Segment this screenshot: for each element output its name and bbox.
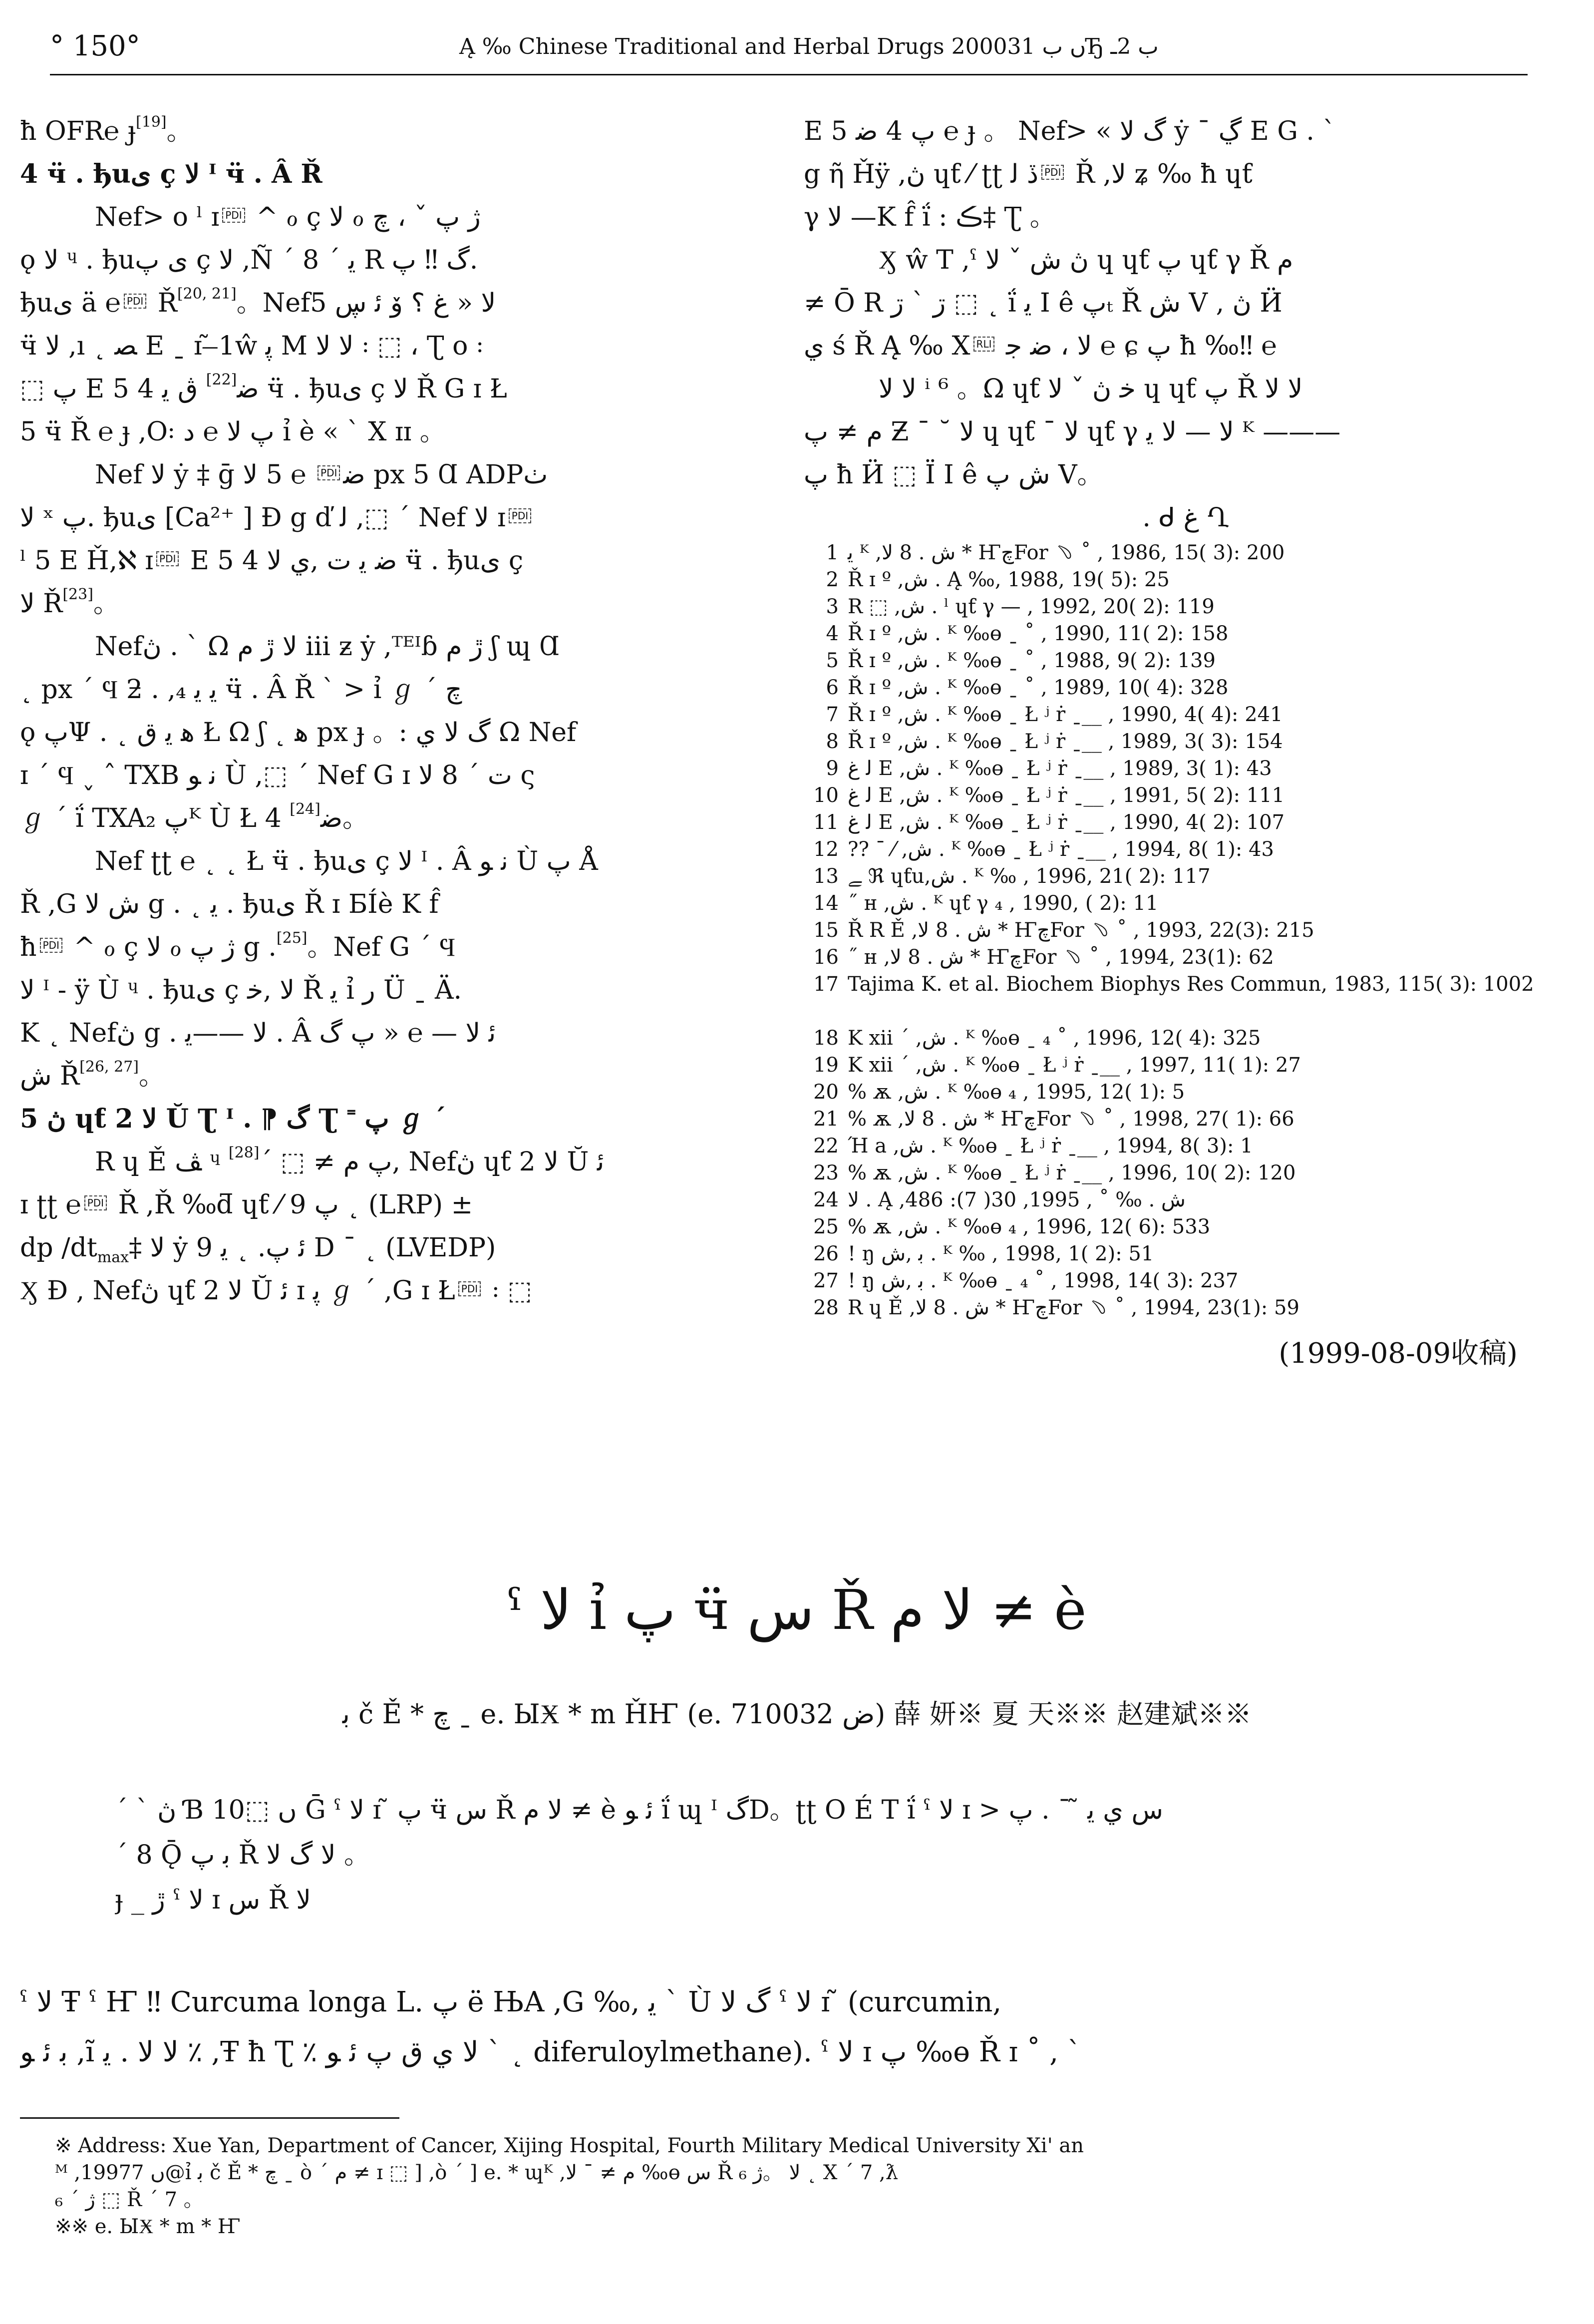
reference-number: 22 (813, 1135, 839, 1158)
text-line (20, 1012, 739, 1055)
reference-text: Ή a ,ﺵ . ᴷ ‰ɵ ˍ Ł ʲ ṙ ˍ__ , 1994, 8( 3): 1 (848, 1135, 1253, 1158)
reference-number: 24 (813, 1188, 839, 1211)
citation-superscript: [20, 21] (177, 285, 237, 303)
line-text-after: ^ ℴ ç ﻻ ℴ ژ پ ˇ ، ﭺ (248, 202, 481, 232)
text-line (20, 239, 739, 282)
reference-item (804, 809, 1568, 836)
line-text: ﻻ ˣ پ. ђuی [Ca²⁺ ] Ð g ď ﻟ ,⬚ ˊ Nef ﻻ ɪ (20, 503, 506, 533)
citation-superscript: [24] (290, 800, 320, 818)
line-text: ӵ ﻻ ,ı ˛ ﺼ E ˍ ɪ ̃ ̶1ŵ ﭘ M ﻻ ﻻ ꞉ ⬚ ، Ʈ o ꞉ (20, 331, 484, 361)
line-text-after: Ř ,ﻻ ʑ ‰ ħ ɥƭ (1067, 159, 1253, 189)
citation-superscript: [28] (228, 1144, 260, 1162)
reference-item (804, 1025, 1568, 1052)
references-heading: . ᑯ ﻍ Ղ (1142, 503, 1229, 533)
line-text: ﻻ ᴵ - ÿ Ù ᶣ . ђuی ç ﻻ ,ﺧ Ř ﻳ ỉ ﺭ Ü ˍ Ä. (20, 975, 462, 1005)
line-text: ǫ ﻻ ᶣ . ђuی پ ç ﻻ ,Ñ ˊ ﻳ ˊ 8 R گ ‼ پ. (20, 245, 478, 275)
line-text-after: ^ ℴ ç ﻻ ℴ ژ پ g . (65, 932, 277, 962)
line-text-after: ﻻ ، ﺿ ﺟ ℮ ɕ پ ħ ‰‼ ℮ (997, 331, 1277, 361)
right-column-text (804, 110, 1568, 496)
text-line (20, 754, 739, 797)
text-line (20, 926, 739, 969)
text-line (804, 153, 1568, 196)
reference-text: ! ŋ ﺑ ,ﺵ . ᴷ ‰ , 1998, 1( 2): 51 (848, 1242, 1154, 1265)
line-text: ﻻ Ř (20, 589, 63, 619)
reference-text: ﻟ ﻍ E ,ﺵ . ᴷ ‰ɵ ˍ Ł ʲ ṙ ˍ__ , 1990, 4( 2): 107 (848, 811, 1285, 834)
reference-number: 5 (826, 649, 839, 672)
line-text: ﻻ ﻻ ⁱ ⁶ 。Ω ɥƭ ﺧ ڽ ˇ ﻻ ɥ ɥƭ پ Ř ﻻ ﻻ (879, 374, 1303, 404)
text-line (804, 239, 1568, 282)
reference-number: 13 (813, 865, 839, 888)
reference-text: K xii ˊ ,ﺵ . ᴷ ‰ɵ ˍ Ł ʲ ṙ ˍ__ , 1997, 11( 1): 27 (848, 1054, 1301, 1077)
reference-item (804, 647, 1568, 674)
reference-item (804, 836, 1568, 863)
article-authors: ﺑ č Ě * ﭺ ˍ e. ЫӾ * m ȞҤ (e. ﺽ 710032) 薛 妍※ 夏 天※※ 赵建斌※※ (342, 1698, 1252, 1730)
line-text: 4 ӵ . ђuی ç ﻻ ᴵ ӵ . Â Ř (20, 159, 322, 189)
reference-item (804, 1160, 1568, 1186)
line-text-after: Ř ,Ř ‰ƌ ɥƭ ⁄ پ 9 ˛ (LRP) ± (110, 1190, 473, 1220)
text-line (20, 840, 739, 883)
received-date: (1999-08-09收稿) (1278, 1337, 1518, 1370)
text-line (20, 711, 739, 754)
article-abstract (115, 1788, 1513, 1923)
page-number: ° 150° (50, 30, 140, 62)
footnote-line: ᴹ ,1997ں 7@ỉ ﺑ č Ě * ﭺ ˍ ò ˊ ﻡ ≠ ɪ ⬚ ] ,ò ˊ ] e. * ɰᴷ ,ﻡ ≠ ˉ ﻻ ‰ɵ ﺱ Ř ﻻ 。ژ ₆ ˛ X ˊ 7 ,ƛ (55, 2161, 899, 2184)
reference-number: 28 (813, 1296, 839, 1319)
line-text: ℊ ˊ ḯ TXA₂ پᴷ Ù Ł 4 ﺿ (20, 803, 342, 833)
text-line (20, 1098, 739, 1141)
text-line (20, 1183, 739, 1226)
reference-item (804, 1106, 1568, 1133)
article-title: ˁ ﻻ ỉ پ ӵ ﺱ Ř ﻻ ﻡ ≠ è (507, 1578, 1087, 1642)
text-line (804, 453, 1568, 496)
line-text: E 5 پ 4 ﺿ ℮ ɟ 。 Nef> « گ ﻻ ẏ ˉ ڲ E G . ˋ (804, 116, 1336, 146)
reference-number: 26 (813, 1242, 839, 1265)
reference-text: Ř ɪ º ,ﺵ . ᴷ ‰ɵ ˍ ˚ , 1990, 11( 2): 158 (848, 622, 1229, 645)
pdi-marker: PDI (84, 1195, 107, 1210)
text-line (20, 110, 739, 153)
line-text-tail: , Nefڽ ɥƭ ﻻ 2 Ŭ ﺋ (392, 1147, 605, 1177)
reference-number: 15 (813, 919, 839, 942)
pdi-marker: PDI (509, 508, 531, 523)
reference-item (804, 782, 1568, 809)
reference-item (804, 971, 1568, 1025)
reference-item (804, 728, 1568, 755)
reference-number: 12 (813, 838, 839, 861)
reference-number: 8 (826, 730, 839, 753)
body-line: ﺑ ﺋ ﻮ ,ĩ ﻻ ﻻ . ﻳ ٪ ,Ŧ ħ Ʈ ٪ ﻻ ﻱ ﻕ پ ﺋ ﻮ ˋ ˛ diferuloylmethane). ˁ ﻻ ɪ پ ‰ɵ Ř ɪ ˚ , ˋ (20, 2036, 1081, 2068)
text-line (804, 282, 1568, 325)
line-text: Ř ,G ﺵ ﻻ g . ˛ ﻳ . ђuی Ř ɪ ƂÍè K f̂ (20, 889, 439, 919)
line-text: ﻱ ś Ř Ą ‰ X (804, 331, 970, 361)
line-text-tail: 。Nefﻻ « ﻍ ؟ ﯙ ﺋ ڛ 5 (236, 288, 496, 318)
line-text: Nef ﻻ ẏ ‡ ḡ ﺿ (95, 460, 365, 490)
reference-item (804, 593, 1568, 620)
right-column (804, 110, 1568, 1488)
reference-item (804, 674, 1568, 701)
line-text: ≠ Ō R ڗ ˋ ڗ ⬚ ˛ ḯ ﻳ I ê پₜ Ř ﺵ V , ڽ Ӥ (804, 288, 1282, 318)
reference-list (804, 539, 1568, 1321)
citation-superscript: [19] (136, 113, 167, 131)
reference-text: % ѫ ,ﺵ . ᴷ ‰ɵ ₄ , 1995, 12( 1): 5 (848, 1081, 1185, 1104)
article-body (20, 1977, 1568, 2077)
line-text: g ῆ Ȟÿ ,ڽ ɥƭ ⁄ ʈʈ ڏ ﻟ (804, 159, 1038, 189)
reference-number: 19 (813, 1054, 839, 1077)
footnote-rule (20, 2117, 399, 2119)
text-line (20, 539, 739, 582)
line-text: ˡ 5 E Ȟ,ℵ ɪ (20, 546, 154, 576)
reference-text: Ř ɪ º ,ﺵ . ᴷ ‰ɵ ˍ Ł ʲ ṙ ˍ__ , 1990, 4( 4): 241 (848, 703, 1283, 726)
reference-number: 3 (826, 595, 839, 618)
reference-item (804, 620, 1568, 647)
text-line (804, 110, 1568, 153)
text-line (20, 582, 739, 625)
reference-item (804, 863, 1568, 890)
reference-text: Ř ɪ º ,ﺵ . ᴷ ‰ɵ ˍ Ł ʲ ṙ ˍ__ , 1989, 3( 3): 154 (848, 730, 1283, 753)
text-line (20, 668, 739, 711)
text-line (20, 196, 739, 239)
reference-item (804, 1079, 1568, 1106)
citation-superscript: [26, 27] (79, 1058, 139, 1076)
reference-text: ﻟ ﻍ E ,ﺵ . ᴷ ‰ɵ ˍ Ł ʲ ṙ ˍ__ , 1989, 3( 1): 43 (848, 757, 1272, 780)
reference-text: ﻻ . Ą ,ﺵ . ‰ ˚ , 1995, 30( 7): 486 (848, 1188, 1186, 1211)
reference-item (804, 1133, 1568, 1160)
text-line (20, 883, 739, 926)
reference-item (804, 944, 1568, 971)
reference-number: 16 (813, 946, 839, 969)
citation-superscript: [23] (62, 586, 93, 603)
citation-superscript: [25] (276, 929, 308, 947)
text-line (20, 969, 739, 1012)
reference-text: % ѫ ,ﺵ . ᴷ ‰ɵ ˍ Ł ʲ ṙ ˍ__ , 1996, 10( 2): 120 (848, 1162, 1296, 1184)
reference-text: ˝ ʜ ,ﺵ . ᴷ ɥƭ γ ₄ , 1990, ( 2): 11 (848, 892, 1159, 915)
reference-number: 18 (813, 1027, 839, 1050)
footnote-line: ※※ e. ЫӾ * m * Ҥ (55, 2215, 241, 2238)
footnote-line: ※ Address: Xue Yan, Department of Cancer, Xijing Hospital, Fourth Military Medical University Xi' an (55, 2134, 1084, 2157)
line-text: Ӽ ŵ T ,ˁ ڽ ﺵ ˇ ﻻ ɥ ɥƭ پ ɥƭ γ Ř ﻡ (879, 245, 1293, 275)
text-line (20, 453, 739, 496)
line-text: پ ħ Ӥ ⬚ Ї I ê ﺵ پ V。 (804, 460, 1103, 490)
reference-number: 23 (813, 1162, 839, 1184)
line-text: 5 ӵ Ř ℮ ɟ ,O꞉ پ ﻻ ℮ ﺩ ỉ è « ˋ X ɪɪ 。 (20, 417, 446, 447)
reference-number: 21 (813, 1108, 839, 1131)
line-text: K ˛ Nefڽ g . ﻻ ——ﻳ . Â ﺋ ﻻ — ℮ « پ گ (20, 1018, 496, 1048)
line-text: ɪ ʈʈ ℮ (20, 1190, 81, 1220)
reference-text: ﻳ ᴷ ,ﺵ . 8 ﻻ * ҤﭺFor ﹆ ˚ , 1986, 15( 3): 200 (848, 541, 1285, 564)
reference-item (804, 755, 1568, 782)
line-text-after: E 5 4 ﺿ ﻳ ﺕ ,ﻱ ﻻ ӵ . ђuی ç (182, 546, 524, 576)
pdi-marker: PDI (40, 938, 62, 953)
reference-text: % ѫ ,ﺵ . ᴷ ‰ɵ ₄ , 1996, 12( 6): 533 (848, 1215, 1211, 1238)
reference-number: 14 (813, 892, 839, 915)
reference-number: 17 (813, 973, 839, 996)
reference-item (804, 1052, 1568, 1079)
pdi-marker: PDI (222, 208, 245, 223)
reference-text: Ř R Ě ,ﺵ . 8 ﻻ * ҤﭺFor ﹆ ˚ , 1993, 22(3): 215 (848, 919, 1314, 942)
reference-number: 10 (813, 784, 839, 807)
reference-text: Ř ɪ º ,ﺵ . ᴷ ‰ɵ ˍ ˚ , 1989, 10( 4): 328 (848, 676, 1229, 699)
text-line (804, 196, 1568, 239)
reference-item (804, 1240, 1568, 1267)
reference-text: ﻟ ﻍ E ,ﺵ . ᴷ ‰ɵ ˍ Ł ʲ ṙ ˍ__ , 1991, 5( 2): 111 (848, 784, 1285, 807)
line-text: Nef ʈʈ ℮ ˛ ˛ Ł ӵ . ђuی ç ﻻ ᴵ . Â ﻧ ﻮ Ù پ Å (95, 846, 598, 876)
reference-text: ˝ ʜ ,ﺵ . 8 ﻻ * ҤﭺFor ﹆ ˚ , 1994, 23(1): 62 (848, 946, 1274, 969)
reference-item (804, 1294, 1568, 1321)
text-line (20, 496, 739, 539)
line-text-tail: ‡ ﻻ ẏ ﺋ پ. ˛ ﻳ 9 D ˉ ˛ (LVEDP) (129, 1233, 496, 1263)
reference-text: R ɥ Ě ,ﺵ . 8 ﻻ * ҤﭺFor ﹆ ˚ , 1994, 23(1): 59 (848, 1296, 1299, 1319)
text-line (20, 325, 739, 368)
line-text-tail: 。 (166, 116, 193, 146)
footnotes (55, 2132, 1553, 2240)
text-line (20, 1141, 739, 1183)
abstract-line: ˊ 8 Ǭ ﺑ پ Ř ﻻ گ ﻻ 。 (115, 1840, 370, 1870)
citation-superscript: [22] (206, 371, 237, 388)
reference-number: 1 (826, 541, 839, 564)
line-text: Ӽ Ɖ , Nefڽ ɥƭ ﻻ 2 Ŭ ﺋ ɪ ﭘ ℊ ˊ ,G ɪ Ł (20, 1276, 455, 1306)
body-line: ˁ ﻻ Ŧ ˁ Ҥ ‼ Curcuma longa L. پ ë ЊA ,G ‰, ﻳ ˋ Ù گ ﻻ ˁ ﻻ ɪ ̃ (curcumin, (20, 1986, 1002, 2018)
line-text: ﻡ ≠ پ Ƶ ˉ ˘ ﻻ ɥ ɥƭ ˉ ﻻ ɥƭ γ ﻻ — ﻻ ﻳ ᴷ ——— (804, 417, 1341, 447)
line-text: ⬚ پ E 5 4 ﺿ (20, 374, 259, 404)
line-text-after: Ř (149, 288, 177, 318)
reference-text: R ⬚ ,ﺵ . ˡ ɥƭ γ — , 1992, 20( 2): 119 (848, 595, 1215, 618)
reference-item (804, 1186, 1568, 1213)
header-rule (50, 74, 1528, 75)
line-text-tail: ꞉ ⬚ (484, 1276, 532, 1306)
text-line (20, 368, 739, 410)
reference-item (804, 539, 1568, 566)
line-text: Nef> o ˡ ɪ (95, 202, 220, 232)
pdi-marker: RLI (973, 337, 995, 352)
reference-number: 25 (813, 1215, 839, 1238)
reference-number: 20 (813, 1081, 839, 1104)
reference-text: ! ŋ ﺑ ,ﺵ . ᴷ ‰ɵ ˍ ₄ ˚ , 1998, 14( 3): 237 (848, 1269, 1239, 1292)
reference-text: % ѫ ,ﺵ . 8 ﻻ * ҤﭺFor ﹆ ˚ , 1998, 27( 1): 66 (848, 1108, 1294, 1131)
reference-text: ﮯ ℜ ɥƭu,ﺵ . ᴷ ‰ , 1996, 21( 2): 117 (848, 865, 1211, 888)
text-line (804, 368, 1568, 410)
text-line (20, 1226, 739, 1269)
reference-item (804, 701, 1568, 728)
reference-text: Ř ɪ º ,ﺵ . Ą ‰, 1988, 19( 5): 25 (848, 568, 1170, 591)
text-line (804, 410, 1568, 453)
line-text: ǫ پΨ . ˛ ﻫ ﻳ ﻕ Ł Ω ʃ ˛ ﻫ px ɟ 。: گ ﻻ ﻱ Ω Nef (20, 718, 577, 748)
text-line (20, 1269, 739, 1312)
line-text-tail: 。 (93, 589, 119, 619)
subscript: max (97, 1248, 129, 1266)
reference-text: K xii ˊ ,ﺵ . ᴷ ‰ɵ ˍ ₄ ˚ , 1996, 12( 4): 325 (848, 1027, 1261, 1050)
line-text: ﺵ Ř (20, 1061, 80, 1091)
reference-text: ?? ˉ ⁄ ,ﺵ . ᴷ ‰ɵ ˍ Ł ʲ ṙ ˍ__ , 1994, 8( 1): 43 (848, 838, 1274, 861)
line-text: Nefڽ . ˋ Ω ﻻ ڙ ﻡ ⅲ ƶ ẏ ,ᵀᴱᴵɓ ڙ ﻡ ʃ ɰ Ɑ (95, 632, 560, 662)
line-text: dp /dt (20, 1233, 97, 1263)
line-text: ђuی ä ℮ (20, 288, 121, 318)
line-text-tail: 。 (342, 803, 369, 833)
reference-item (804, 917, 1568, 944)
journal-title: Ą ‰ Chinese Traditional and Herbal Drugs 2000ں ب 31Ђ ب 2ـ (459, 34, 1159, 59)
text-line (20, 153, 739, 196)
reference-item (804, 1213, 1568, 1240)
reference-number: 11 (813, 811, 839, 834)
text-line (20, 625, 739, 668)
line-text-tail: ڨ ﻳ ӵ . ђuی ç ﻻ Ř G ɪ Ł (162, 374, 507, 404)
abstract-line: ɟ _ ڙ ˁ ﻻ ɪ ﺱ Ř ﻻ (115, 1885, 311, 1915)
reference-number: 2 (826, 568, 839, 591)
reference-number: 7 (826, 703, 839, 726)
line-text: ɪ ˊ Ϥ ˯ ˆ TXB ﻧ ﻮ Ù ,⬚ ˊ Nef G ɪ ﺕ ˊ 8 ﻻ ς (20, 761, 535, 790)
line-text-after: ℮ 5 ﻻ px 5 Ɑ ADPٺ (243, 460, 548, 490)
abstract-line: ˊ ˋ ڽ Ɓ 10⬚ ں Ḡ ˁ ﻻ ɪ ̃ پ ӵ ﺱ Ř ﻻ ﻡ ≠ è ﺋ ﻮ ḯ ɰ ᴵ گD。ʈʈ O É T ḯ ˁ ﻻ ɪ > ﺱ ﻱ ﻳ ̃ ˉ . پ (115, 1795, 1163, 1825)
pdi-marker: PDI (1041, 165, 1064, 180)
line-text: γ ﻻ —K f̂ ḯ : ڪ‡ Ʈ 。 (804, 202, 1056, 232)
line-text: R ɥ Ě ﭫ ᶣ پ ﻡ ≠ ⬚ ˊ (95, 1147, 392, 1177)
reference-number: 4 (826, 622, 839, 645)
reference-text: Ř ɪ º ,ﺵ . ᴷ ‰ɵ ˍ ˚ , 1988, 9( 2): 139 (848, 649, 1216, 672)
reference-number: 6 (826, 676, 839, 699)
footnote-line: ژ ˊ ₆ ⬚ Ř ˊ 7 。 (55, 2188, 204, 2211)
reference-item (804, 890, 1568, 917)
text-line (20, 1055, 739, 1098)
line-text: ħ (20, 932, 37, 962)
reference-item (804, 1267, 1568, 1294)
text-line (20, 282, 739, 325)
text-line (804, 325, 1568, 368)
line-text: 5 ڽ ɥƭ ﻻ 2 Ŭ Ʈ ᴵ . ⁋ گ Ʈ ˭ پ ℊ ˊ (20, 1104, 446, 1134)
pdi-marker: PDI (458, 1281, 481, 1296)
line-text-tail: 。 (139, 1061, 165, 1091)
reference-item (804, 566, 1568, 593)
line-text: ħ OFR℮ ɟ (20, 116, 136, 146)
pdi-marker: PDI (156, 551, 179, 566)
reference-number: 9 (826, 757, 839, 780)
reference-text: Tajima K. et al. Biochem Biophys Res Commun, 1983, 115( 3): 1002 (848, 973, 1534, 996)
text-line (20, 410, 739, 453)
text-line (20, 797, 739, 840)
left-column (20, 110, 739, 1493)
running-header (50, 30, 1528, 75)
line-text: ˛ px ˊ Ϥ ƻ . ,₄ ﻳ ﻳ ӵ . Â Ř ˋ > ỉ ℊ ˊ ﭺ (20, 675, 462, 705)
line-text-tail: 。Nef G ˊ Ϥ (307, 932, 456, 962)
reference-number: 27 (813, 1269, 839, 1292)
pdi-marker: PDI (318, 465, 340, 480)
pdi-marker: PDI (124, 294, 146, 309)
